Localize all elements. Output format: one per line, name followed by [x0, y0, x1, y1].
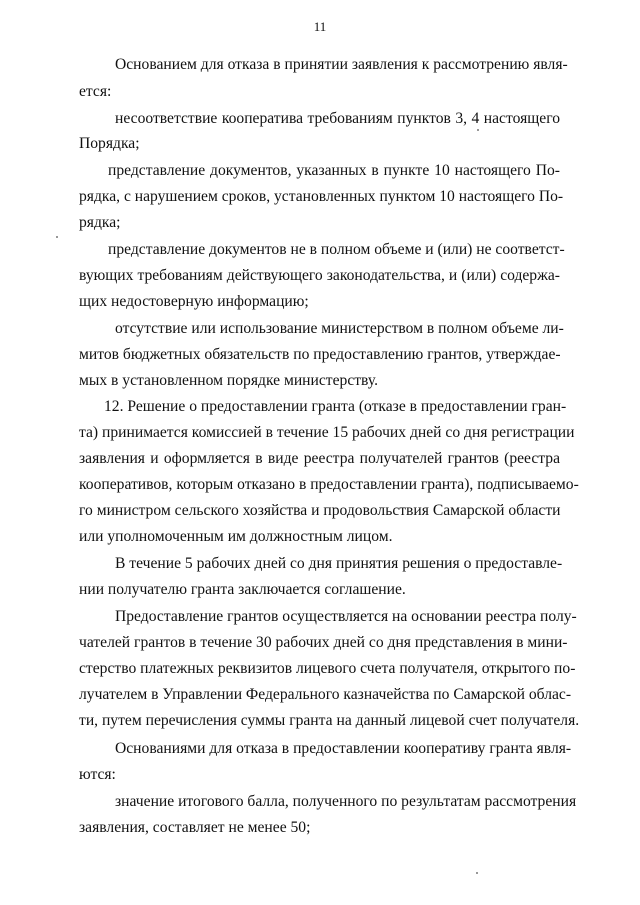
text-line: нии получателю гранта заключается соглашение.	[79, 581, 406, 598]
text-line: вующих требованиям действующего законодательства, и (или) содержа-	[79, 267, 560, 284]
text-line: стерство платежных реквизитов лицевого счета получателя, открытого по-	[79, 660, 576, 677]
text-line: рядка;	[79, 214, 121, 231]
text-line: митов бюджетных обязательств по предоставлению грантов, утверждае-	[79, 346, 561, 363]
text-line: отсутствие или использование министерством в полном объеме ли-	[115, 320, 564, 337]
text-line: представление документов, указанных в пункте 10 настоящего По-	[108, 162, 560, 179]
text-line: ется:	[79, 83, 112, 100]
text-line: Основанием для отказа в принятии заявления к рассмотрению явля-	[115, 56, 568, 73]
text-line: та) принимается комиссией в течение 15 рабочих дней со дня регистрации	[79, 424, 575, 441]
page-number: 11	[313, 19, 327, 34]
text-line: ти, путем перечисления суммы гранта на данный лицевой счет получателя.	[79, 712, 580, 729]
text-line: Основаниями для отказа в предоставлении кооперативу гранта явля-	[115, 740, 572, 757]
scan-speck	[56, 236, 58, 238]
text-line: представление документов не в полном объеме и (или) не соответст-	[108, 241, 565, 258]
text-line: значение итогового балла, полученного по результатам рассмотрения	[115, 793, 577, 810]
text-line: 12. Решение о предоставлении гранта (отказе в предоставлении гран-	[104, 398, 567, 415]
text-line: го министром сельского хозяйства и продовольствия Самарской области	[79, 502, 561, 519]
text-line: ются:	[79, 766, 116, 783]
text-line: кооперативов, которым отказано в предоставлении гранта), подписываемо-	[79, 476, 579, 493]
scan-speck	[476, 872, 478, 874]
text-line: заявления, составляет не менее 50;	[79, 819, 311, 836]
text-line: Порядка;	[79, 135, 140, 152]
text-line: рядка, с нарушением сроков, установленных пунктом 10 настоящего По-	[79, 188, 564, 205]
text-line: чателей грантов в течение 30 рабочих дней со дня представления в мини-	[79, 634, 568, 651]
text-line: заявления и оформляется в виде реестра получателей грантов (реестра	[79, 450, 560, 467]
text-line: Предоставление грантов осуществляется на основании реестра полу-	[115, 608, 577, 625]
text-line: В течение 5 рабочих дней со дня принятия решения о предоставле-	[115, 555, 563, 572]
text-line: несоответствие кооператива требованиям пунктов 3, 4 настоящего	[115, 110, 560, 127]
text-line: мых в установленном порядке министерству.	[79, 372, 379, 389]
scan-speck	[477, 129, 479, 131]
text-line: или уполномоченным им должностным лицом.	[79, 528, 393, 545]
text-line: щих недостоверную информацию;	[79, 293, 309, 310]
text-line: лучателем в Управлении Федерального казначейства по Самарской облас-	[79, 686, 572, 703]
